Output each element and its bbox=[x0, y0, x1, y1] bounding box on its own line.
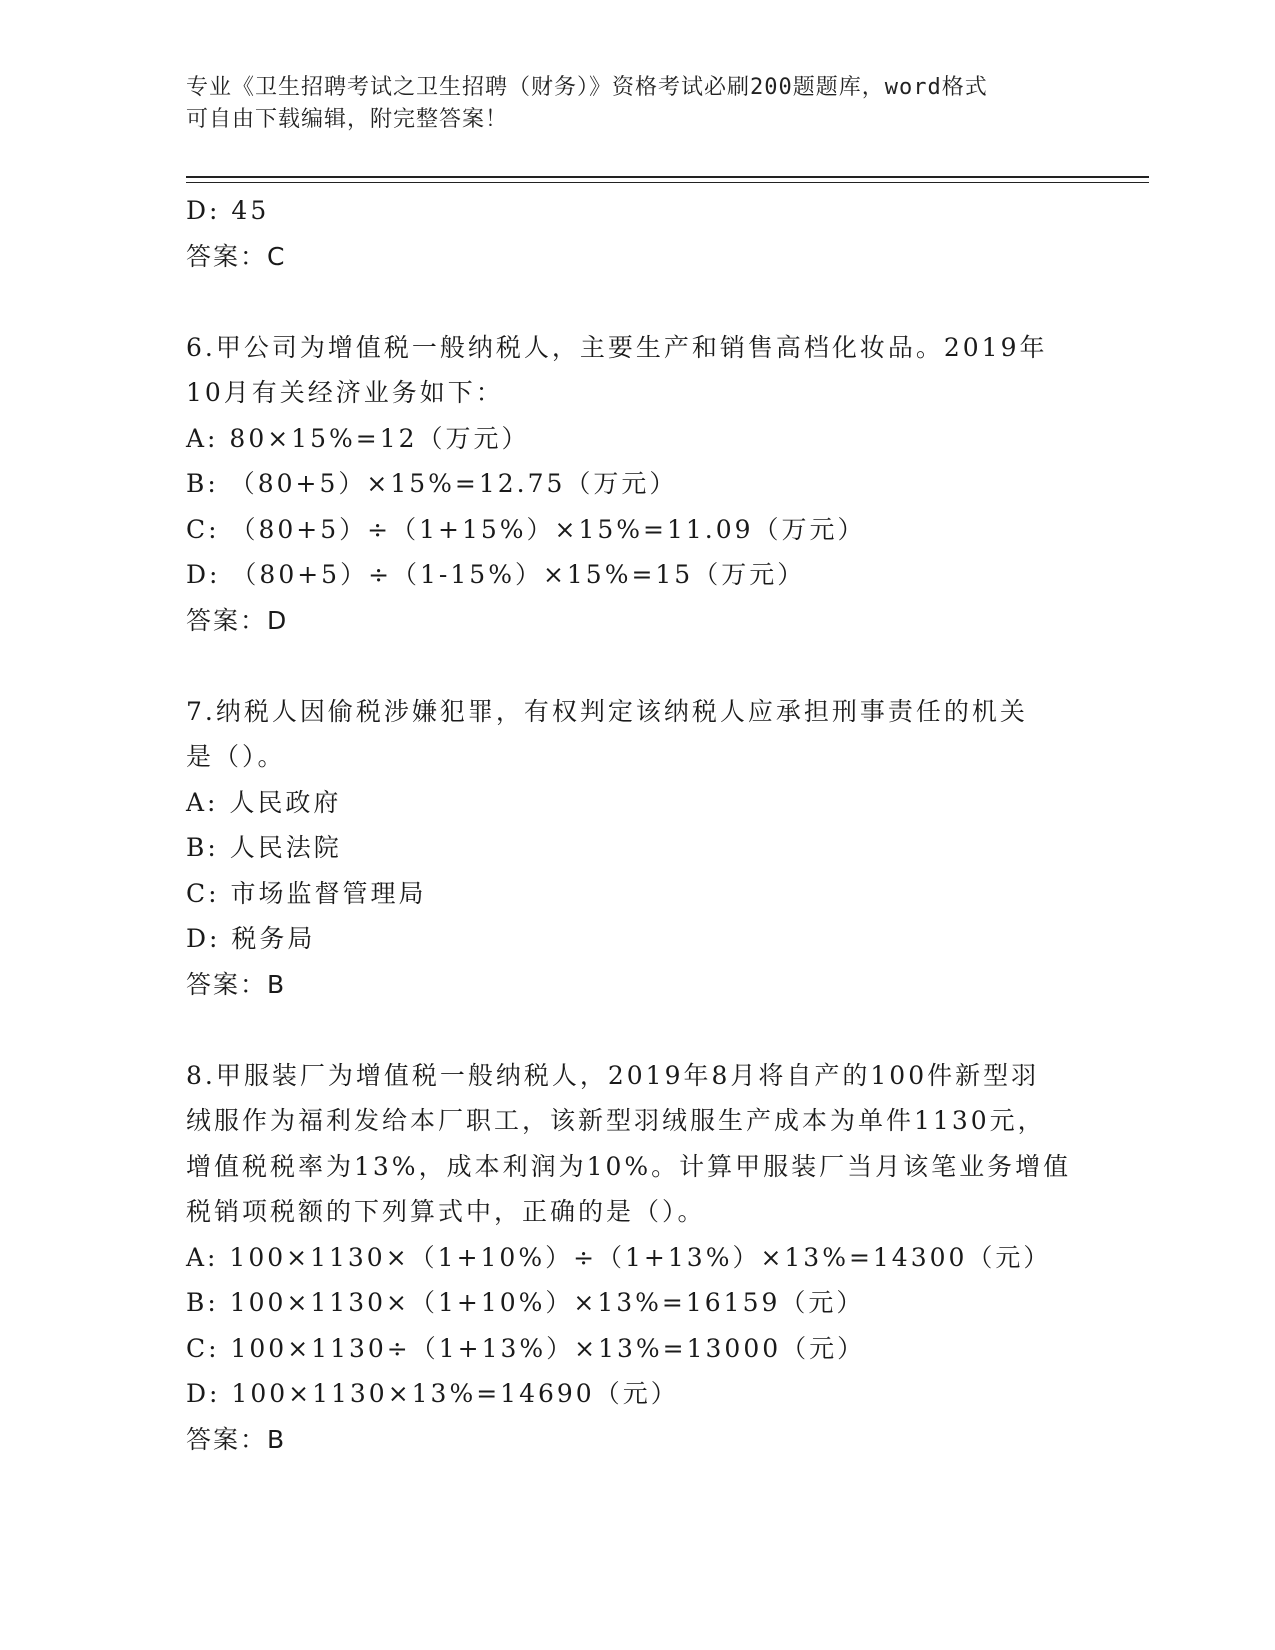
answer-line: 答案：B bbox=[186, 1424, 287, 1454]
option-a: A: 100×1130×（1+10%）÷（1+13%）×13%=14300（元） bbox=[186, 1242, 1052, 1272]
question-stem: 绒服作为福利发给本厂职工，该新型羽绒服生产成本为单件1130元， bbox=[186, 1106, 1046, 1135]
question-list bbox=[186, 188, 1086, 1462]
header-line-2: 可自由下载编辑，附完整答案！ bbox=[186, 107, 509, 132]
option-c: C: （80+5）÷（1+15%）×15%=11.09（万元） bbox=[186, 514, 866, 544]
question-stem: 10月有关经济业务如下： bbox=[186, 378, 504, 407]
page-header bbox=[186, 72, 1086, 136]
option-d: D: 税务局 bbox=[186, 924, 316, 953]
answer-line: 答案：D bbox=[186, 605, 289, 635]
question-8 bbox=[186, 1053, 1086, 1463]
option-c: C: 100×1130÷（1+13%）×13%=13000（元） bbox=[186, 1333, 866, 1363]
spacer bbox=[186, 1007, 1086, 1053]
spacer bbox=[186, 643, 1086, 689]
question-stem: 8.甲服装厂为增值税一般纳税人，2019年8月将自产的100件新型羽 bbox=[186, 1060, 1040, 1090]
question-6 bbox=[186, 325, 1086, 644]
option-a: A: 人民政府 bbox=[186, 787, 342, 817]
answer-line: 答案：B bbox=[186, 969, 287, 999]
option-a: A: 80×15%=12（万元） bbox=[186, 423, 530, 453]
question-stem: 7.纳税人因偷税涉嫌犯罪，有权判定该纳税人应承担刑事责任的机关 bbox=[186, 696, 1028, 726]
option-d: D: 45 bbox=[186, 196, 270, 225]
option-c: C: 市场监督管理局 bbox=[186, 878, 427, 908]
question-7 bbox=[186, 689, 1086, 1008]
option-b: B: 100×1130×（1+10%）×13%=16159（元） bbox=[186, 1288, 865, 1317]
option-d: D: 100×1130×13%=14690（元） bbox=[186, 1379, 679, 1408]
question-stem: 是（）。 bbox=[186, 742, 286, 771]
header-divider-thin bbox=[186, 182, 1149, 183]
spacer bbox=[186, 279, 1086, 325]
option-d: D: （80+5）÷（1-15%）×15%=15（万元） bbox=[186, 560, 806, 589]
question-5-tail bbox=[186, 188, 1086, 279]
header-divider-thick bbox=[186, 176, 1149, 178]
question-stem: 税销项税额的下列算式中，正确的是（）。 bbox=[186, 1197, 706, 1226]
answer-line: 答案：C bbox=[186, 241, 287, 271]
question-stem: 6.甲公司为增值税一般纳税人，主要生产和销售高档化妆品。2019年 bbox=[186, 332, 1048, 362]
header-line-1: 专业《卫生招聘考试之卫生招聘（财务）》资格考试必刷200题题库，word格式 bbox=[186, 75, 988, 100]
option-b: B: （80+5）×15%=12.75（万元） bbox=[186, 469, 678, 498]
question-stem: 增值税税率为13%，成本利润为10%。计算甲服装厂当月该笔业务增值 bbox=[186, 1151, 1072, 1181]
option-b: B: 人民法院 bbox=[186, 833, 342, 862]
